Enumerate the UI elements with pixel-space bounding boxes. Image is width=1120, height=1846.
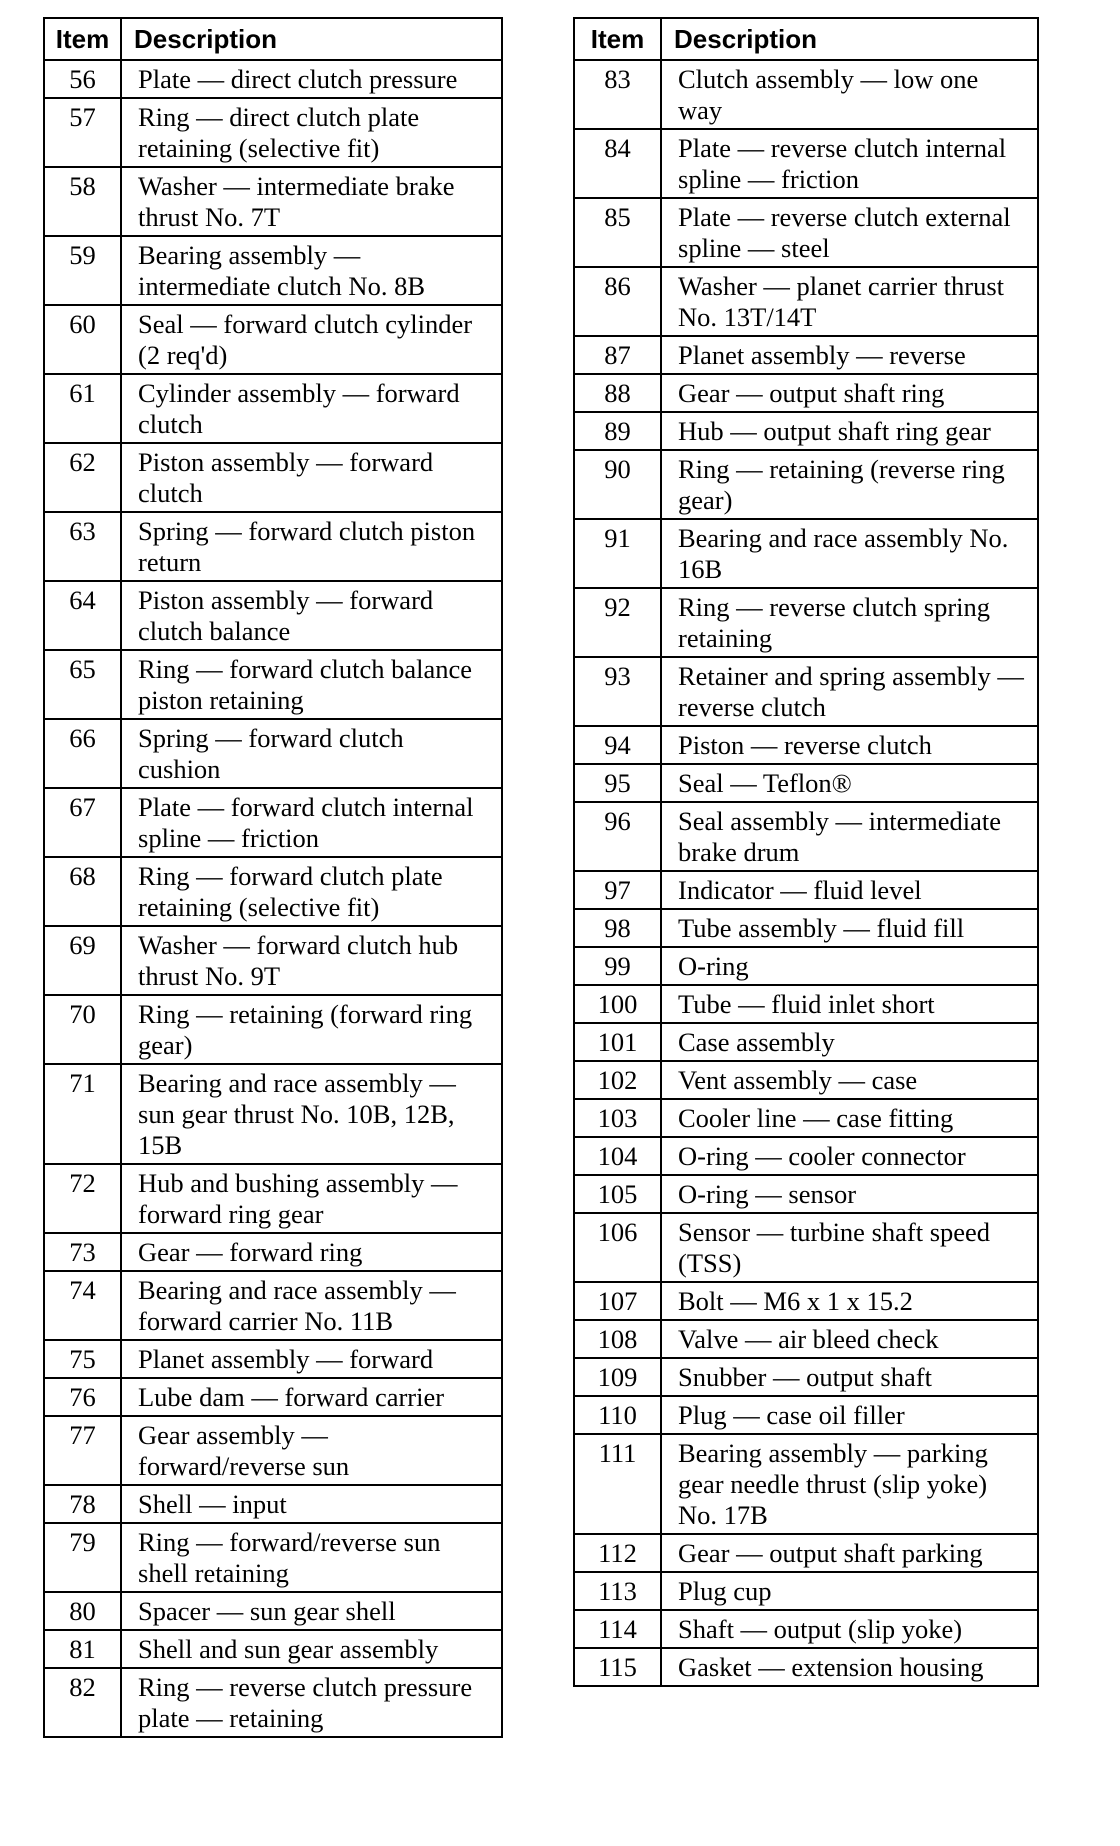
item-number-cell: 78: [44, 1485, 121, 1523]
table-row: [44, 788, 502, 857]
description-cell: Vent assembly — case: [661, 1061, 1038, 1099]
table-row: [574, 1358, 1038, 1396]
item-number-cell: 84: [574, 129, 661, 198]
item-number-cell: 79: [44, 1523, 121, 1592]
description-cell: Ring — reverse clutch spring retaining: [661, 588, 1038, 657]
description-cell: Bearing assembly — parking gear needle thrust (slip yoke) No. 17B: [661, 1434, 1038, 1534]
item-number-cell: 113: [574, 1572, 661, 1610]
description-cell: Plug cup: [661, 1572, 1038, 1610]
description-cell: Shell — input: [121, 1485, 502, 1523]
table-row: [44, 236, 502, 305]
item-number-cell: 91: [574, 519, 661, 588]
description-cell: Seal assembly — intermediate brake drum: [661, 802, 1038, 871]
description-cell: Tube assembly — fluid fill: [661, 909, 1038, 947]
table-row: [44, 374, 502, 443]
table-row: [44, 1340, 502, 1378]
item-number-cell: 69: [44, 926, 121, 995]
item-number-cell: 110: [574, 1396, 661, 1434]
description-cell: Shell and sun gear assembly: [121, 1630, 502, 1668]
item-number-cell: 99: [574, 947, 661, 985]
item-number-cell: 95: [574, 764, 661, 802]
item-number-cell: 64: [44, 581, 121, 650]
description-cell: Hub — output shaft ring gear: [661, 412, 1038, 450]
description-cell: Sensor — turbine shaft speed (TSS): [661, 1213, 1038, 1282]
table-header-row: [574, 18, 1038, 60]
item-number-cell: 70: [44, 995, 121, 1064]
item-number-cell: 75: [44, 1340, 121, 1378]
item-number-cell: 107: [574, 1282, 661, 1320]
table-row: [574, 726, 1038, 764]
item-number-cell: 92: [574, 588, 661, 657]
item-number-cell: 93: [574, 657, 661, 726]
item-number-cell: 68: [44, 857, 121, 926]
item-number-cell: 67: [44, 788, 121, 857]
table-row: [44, 581, 502, 650]
description-cell: Spring — forward clutch cushion: [121, 719, 502, 788]
description-cell: Ring — forward clutch balance piston retaining: [121, 650, 502, 719]
table-row: [44, 512, 502, 581]
description-cell: Valve — air bleed check: [661, 1320, 1038, 1358]
item-number-cell: 102: [574, 1061, 661, 1099]
table-row: [574, 985, 1038, 1023]
description-cell: Spacer — sun gear shell: [121, 1592, 502, 1630]
description-cell: Piston assembly — forward clutch: [121, 443, 502, 512]
item-number-cell: 60: [44, 305, 121, 374]
description-cell: Case assembly: [661, 1023, 1038, 1061]
description-cell: Gear assembly — forward/reverse sun: [121, 1416, 502, 1485]
description-cell: Gasket — extension housing: [661, 1648, 1038, 1686]
item-number-cell: 61: [44, 374, 121, 443]
item-number-cell: 57: [44, 98, 121, 167]
table-row: [574, 1282, 1038, 1320]
table-row: [44, 305, 502, 374]
table-row: [574, 450, 1038, 519]
table-row: [574, 764, 1038, 802]
table-row: [574, 1175, 1038, 1213]
table-row: [44, 1668, 502, 1737]
description-cell: Shaft — output (slip yoke): [661, 1610, 1038, 1648]
table-row: [44, 926, 502, 995]
description-cell: Ring — retaining (forward ring gear): [121, 995, 502, 1064]
description-cell: Gear — forward ring: [121, 1233, 502, 1271]
item-number-cell: 104: [574, 1137, 661, 1175]
description-cell: Washer — intermediate brake thrust No. 7T: [121, 167, 502, 236]
table-row: [574, 1534, 1038, 1572]
item-number-cell: 77: [44, 1416, 121, 1485]
item-column-header: Item: [574, 18, 661, 60]
table-row: [574, 267, 1038, 336]
description-cell: O-ring: [661, 947, 1038, 985]
description-cell: Washer — forward clutch hub thrust No. 9T: [121, 926, 502, 995]
description-cell: Plate — forward clutch internal spline — friction: [121, 788, 502, 857]
table-row: [44, 1378, 502, 1416]
item-column-header: Item: [44, 18, 121, 60]
description-cell: Plate — reverse clutch external spline — steel: [661, 198, 1038, 267]
description-cell: Bearing and race assembly — forward carrier No. 11B: [121, 1271, 502, 1340]
item-number-cell: 105: [574, 1175, 661, 1213]
item-number-cell: 80: [44, 1592, 121, 1630]
item-number-cell: 86: [574, 267, 661, 336]
description-cell: Plate — reverse clutch internal spline — friction: [661, 129, 1038, 198]
description-cell: O-ring — sensor: [661, 1175, 1038, 1213]
description-cell: Spring — forward clutch piston return: [121, 512, 502, 581]
parts-table-right-body: [574, 60, 1038, 1686]
description-cell: Piston — reverse clutch: [661, 726, 1038, 764]
description-cell: Planet assembly — forward: [121, 1340, 502, 1378]
item-number-cell: 72: [44, 1164, 121, 1233]
description-cell: Clutch assembly — low one way: [661, 60, 1038, 129]
description-cell: Gear — output shaft parking: [661, 1534, 1038, 1572]
item-number-cell: 81: [44, 1630, 121, 1668]
item-number-cell: 89: [574, 412, 661, 450]
parts-table-right: [573, 17, 1039, 1687]
table-row: [574, 1099, 1038, 1137]
item-number-cell: 100: [574, 985, 661, 1023]
table-row: [44, 1485, 502, 1523]
table-row: [574, 1610, 1038, 1648]
item-number-cell: 87: [574, 336, 661, 374]
item-number-cell: 109: [574, 1358, 661, 1396]
table-row: [574, 871, 1038, 909]
item-number-cell: 114: [574, 1610, 661, 1648]
item-number-cell: 98: [574, 909, 661, 947]
table-row: [574, 336, 1038, 374]
parts-table-left-body: [44, 60, 502, 1737]
description-column-header: Description: [661, 18, 1038, 60]
description-cell: Washer — planet carrier thrust No. 13T/14T: [661, 267, 1038, 336]
description-cell: Bolt — M6 x 1 x 15.2: [661, 1282, 1038, 1320]
description-cell: Ring — forward/reverse sun shell retaining: [121, 1523, 502, 1592]
table-row: [44, 1271, 502, 1340]
description-cell: Ring — retaining (reverse ring gear): [661, 450, 1038, 519]
description-cell: Bearing assembly — intermediate clutch No. 8B: [121, 236, 502, 305]
item-number-cell: 56: [44, 60, 121, 98]
item-number-cell: 76: [44, 1378, 121, 1416]
description-cell: Cooler line — case fitting: [661, 1099, 1038, 1137]
item-number-cell: 83: [574, 60, 661, 129]
item-number-cell: 82: [44, 1668, 121, 1737]
description-cell: Piston assembly — forward clutch balance: [121, 581, 502, 650]
description-cell: Ring — forward clutch plate retaining (selective fit): [121, 857, 502, 926]
table-header-row: [44, 18, 502, 60]
description-cell: Tube — fluid inlet short: [661, 985, 1038, 1023]
table-row: [574, 1320, 1038, 1358]
item-number-cell: 63: [44, 512, 121, 581]
item-number-cell: 62: [44, 443, 121, 512]
item-number-cell: 59: [44, 236, 121, 305]
table-row: [44, 1233, 502, 1271]
description-cell: Gear — output shaft ring: [661, 374, 1038, 412]
item-number-cell: 111: [574, 1434, 661, 1534]
item-number-cell: 108: [574, 1320, 661, 1358]
description-cell: Seal — Teflon®: [661, 764, 1038, 802]
table-row: [574, 909, 1038, 947]
table-row: [574, 1648, 1038, 1686]
item-number-cell: 112: [574, 1534, 661, 1572]
table-row: [44, 719, 502, 788]
table-row: [44, 1164, 502, 1233]
table-row: [44, 995, 502, 1064]
table-row: [574, 1137, 1038, 1175]
table-row: [574, 947, 1038, 985]
table-row: [44, 1523, 502, 1592]
table-row: [44, 650, 502, 719]
description-cell: Lube dam — forward carrier: [121, 1378, 502, 1416]
item-number-cell: 106: [574, 1213, 661, 1282]
table-row: [44, 167, 502, 236]
table-row: [574, 1434, 1038, 1534]
table-row: [574, 1061, 1038, 1099]
table-row: [574, 129, 1038, 198]
table-row: [574, 1396, 1038, 1434]
description-cell: Ring — direct clutch plate retaining (selective fit): [121, 98, 502, 167]
table-row: [44, 443, 502, 512]
table-row: [574, 588, 1038, 657]
item-number-cell: 65: [44, 650, 121, 719]
table-row: [574, 1572, 1038, 1610]
item-number-cell: 90: [574, 450, 661, 519]
description-cell: Planet assembly — reverse: [661, 336, 1038, 374]
item-number-cell: 71: [44, 1064, 121, 1164]
table-row: [44, 1416, 502, 1485]
item-number-cell: 101: [574, 1023, 661, 1061]
table-row: [574, 1213, 1038, 1282]
table-row: [574, 60, 1038, 129]
description-cell: Cylinder assembly — forward clutch: [121, 374, 502, 443]
description-cell: Bearing and race assembly No. 16B: [661, 519, 1038, 588]
description-cell: Plate — direct clutch pressure: [121, 60, 502, 98]
description-cell: Hub and bushing assembly — forward ring gear: [121, 1164, 502, 1233]
item-number-cell: 103: [574, 1099, 661, 1137]
description-cell: Bearing and race assembly — sun gear thrust No. 10B, 12B, 15B: [121, 1064, 502, 1164]
item-number-cell: 66: [44, 719, 121, 788]
table-row: [574, 198, 1038, 267]
item-number-cell: 58: [44, 167, 121, 236]
description-cell: Ring — reverse clutch pressure plate — retaining: [121, 1668, 502, 1737]
table-row: [44, 1064, 502, 1164]
table-row: [44, 1630, 502, 1668]
description-cell: Plug — case oil filler: [661, 1396, 1038, 1434]
table-row: [574, 412, 1038, 450]
item-number-cell: 74: [44, 1271, 121, 1340]
table-row: [44, 1592, 502, 1630]
description-column-header: Description: [121, 18, 502, 60]
description-cell: O-ring — cooler connector: [661, 1137, 1038, 1175]
item-number-cell: 94: [574, 726, 661, 764]
description-cell: Snubber — output shaft: [661, 1358, 1038, 1396]
table-row: [44, 60, 502, 98]
description-cell: Indicator — fluid level: [661, 871, 1038, 909]
table-row: [574, 802, 1038, 871]
item-number-cell: 96: [574, 802, 661, 871]
item-number-cell: 85: [574, 198, 661, 267]
table-row: [44, 857, 502, 926]
table-row: [574, 519, 1038, 588]
item-number-cell: 88: [574, 374, 661, 412]
parts-table-left: [43, 17, 503, 1738]
table-row: [574, 374, 1038, 412]
table-row: [574, 1023, 1038, 1061]
table-row: [574, 657, 1038, 726]
item-number-cell: 73: [44, 1233, 121, 1271]
item-number-cell: 97: [574, 871, 661, 909]
description-cell: Retainer and spring assembly — reverse clutch: [661, 657, 1038, 726]
table-row: [44, 98, 502, 167]
description-cell: Seal — forward clutch cylinder (2 req'd): [121, 305, 502, 374]
item-number-cell: 115: [574, 1648, 661, 1686]
